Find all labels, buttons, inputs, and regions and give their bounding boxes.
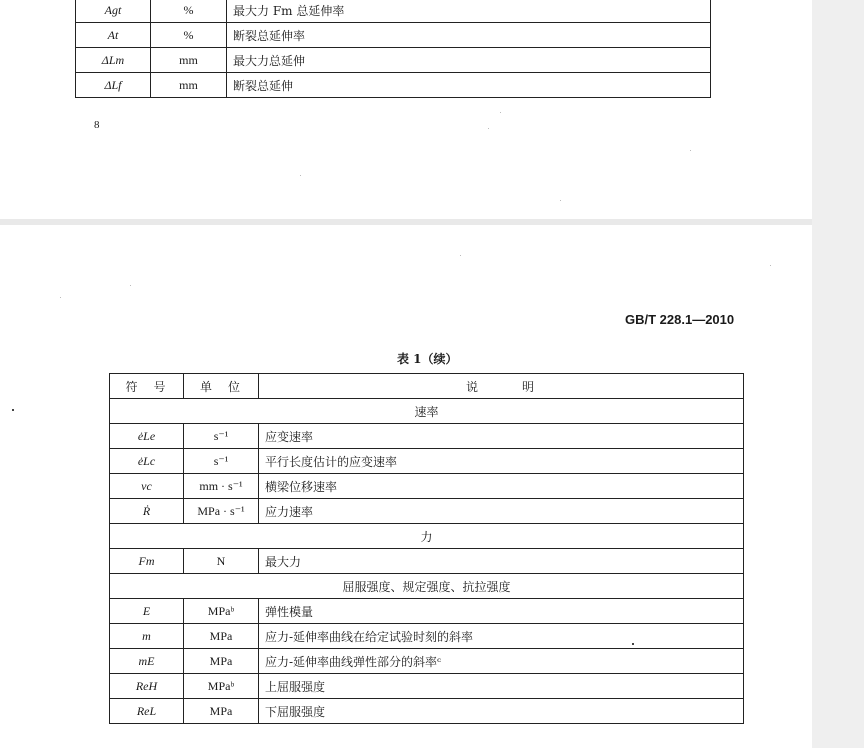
description-cell: 断裂总延伸率	[227, 23, 711, 48]
symbol-cell: E	[110, 599, 184, 624]
table-row	[110, 424, 744, 449]
table-row	[110, 549, 744, 574]
description-cell: 横梁位移速率	[259, 474, 744, 499]
viewer-scrollbar-track[interactable]	[812, 0, 864, 748]
table-row	[76, 0, 711, 23]
unit-cell: MPa	[184, 649, 259, 674]
unit-cell: mm · s⁻¹	[184, 474, 259, 499]
section-row	[110, 574, 744, 599]
unit-cell: N	[184, 549, 259, 574]
table-row	[76, 23, 711, 48]
main-table	[109, 373, 744, 724]
symbol-cell: ėLc	[110, 449, 184, 474]
unit-cell: MPa	[184, 624, 259, 649]
symbol-cell: ReH	[110, 674, 184, 699]
header-unit: 单 位	[184, 374, 259, 399]
symbol-cell: At	[76, 23, 151, 48]
page-number: 8	[94, 119, 100, 131]
unit-cell: MPa · s⁻¹	[184, 499, 259, 524]
unit-cell: MPaᵇ	[184, 599, 259, 624]
table-row	[110, 699, 744, 724]
unit-cell: s⁻¹	[184, 424, 259, 449]
description-cell: 应力-延伸率曲线弹性部分的斜率ᶜ	[259, 649, 744, 674]
description-cell: 应力速率	[259, 499, 744, 524]
table-row	[110, 624, 744, 649]
symbol-cell: mE	[110, 649, 184, 674]
symbol-cell: Ṙ	[110, 499, 184, 524]
table-row	[76, 73, 711, 98]
table-row	[110, 599, 744, 624]
section-row	[110, 524, 744, 549]
unit-cell: MPa	[184, 699, 259, 724]
description-cell: 最大力	[259, 549, 744, 574]
description-cell: 弹性模量	[259, 599, 744, 624]
header-description: 说 明	[259, 374, 744, 399]
top-table	[75, 0, 711, 98]
section-force: 力	[110, 524, 744, 549]
description-cell: 下屈服强度	[259, 699, 744, 724]
description-cell: 最大力 Fm 总延伸率	[227, 0, 711, 23]
header-symbol: 符 号	[110, 374, 184, 399]
table-header-row	[110, 374, 744, 399]
symbol-cell: ΔLf	[76, 73, 151, 98]
symbol-cell: vc	[110, 474, 184, 499]
description-cell: 断裂总延伸	[227, 73, 711, 98]
standard-number: GB/T 228.1—2010	[625, 312, 735, 327]
symbol-cell: ΔLm	[76, 48, 151, 73]
current-page	[0, 225, 812, 748]
unit-cell: mm	[151, 73, 227, 98]
section-row	[110, 399, 744, 424]
table-row	[110, 449, 744, 474]
table-row	[110, 649, 744, 674]
table-caption: 表 1（续）	[397, 352, 458, 366]
table-row	[110, 474, 744, 499]
section-strength: 屈服强度、规定强度、抗拉强度	[110, 574, 744, 599]
section-rate: 速率	[110, 399, 744, 424]
unit-cell: %	[151, 23, 227, 48]
symbol-cell: ReL	[110, 699, 184, 724]
description-cell: 平行长度估计的应变速率	[259, 449, 744, 474]
table-row	[110, 499, 744, 524]
symbol-cell: ėLe	[110, 424, 184, 449]
table-row	[110, 674, 744, 699]
description-cell: 应变速率	[259, 424, 744, 449]
symbol-cell: m	[110, 624, 184, 649]
symbol-cell: Fm	[110, 549, 184, 574]
unit-cell: mm	[151, 48, 227, 73]
description-cell: 应力-延伸率曲线在给定试验时刻的斜率	[259, 624, 744, 649]
table-row	[76, 48, 711, 73]
description-cell: 上屈服强度	[259, 674, 744, 699]
symbol-cell: Agt	[76, 0, 151, 23]
description-cell: 最大力总延伸	[227, 48, 711, 73]
unit-cell: MPaᵇ	[184, 674, 259, 699]
unit-cell: %	[151, 0, 227, 23]
unit-cell: s⁻¹	[184, 449, 259, 474]
previous-page	[0, 0, 812, 219]
